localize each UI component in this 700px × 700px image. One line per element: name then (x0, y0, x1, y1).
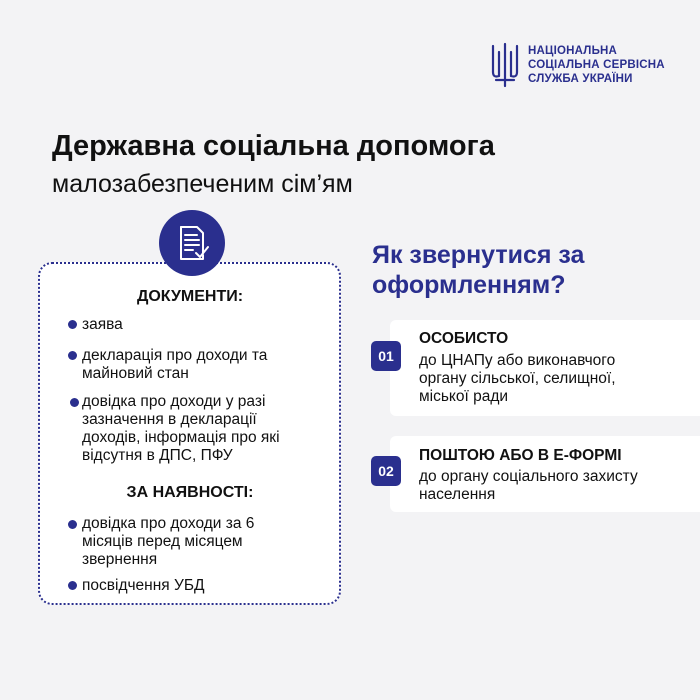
step-description-line: міської ради (419, 388, 509, 405)
trident-emblem-icon (490, 42, 520, 88)
document-item (82, 316, 123, 334)
step-number: 01 (371, 341, 401, 371)
page-subtitle: малозабезпеченим сім’ям (52, 170, 353, 198)
bullet-icon (68, 581, 77, 590)
howto-title-line: оформленням? (372, 271, 566, 299)
optional-documents-heading: ЗА НАЯВНОСТІ: (126, 484, 254, 501)
document-item (82, 347, 267, 383)
page-title: Державна соціальна допомога (52, 130, 495, 162)
document-item-line: заява (82, 316, 123, 333)
howto-title-line: Як звернутися за (372, 241, 585, 269)
step-description-line: до ЦНАПу або виконавчого (419, 352, 616, 369)
step-description-line: до органу соціального захисту (419, 468, 638, 485)
nssu-logo (490, 42, 665, 88)
org-name (528, 44, 665, 86)
document-item-line: декларація про доходи та (82, 347, 268, 364)
document-item-line: доходів, інформація про які (82, 429, 280, 446)
step-title: ОСОБИСТО (419, 330, 509, 347)
org-name-line: СЛУЖБА УКРАЇНИ (528, 73, 633, 85)
document-item-line: зазначення в декларації (82, 411, 257, 428)
optional-document-item (82, 577, 205, 595)
step-description (419, 468, 638, 504)
document-item-line: посвідчення УБД (82, 577, 205, 594)
document-check-icon (172, 223, 212, 263)
document-item-line: відсутня в ДПС, ПФУ (82, 447, 233, 464)
bullet-icon (68, 520, 77, 529)
step-number: 02 (371, 456, 401, 486)
document-item (82, 393, 280, 465)
step-description-line: населення (419, 486, 496, 503)
org-name-line: СОЦІАЛЬНА СЕРВІСНА (528, 59, 665, 71)
step-title: ПОШТОЮ АБО В Е-ФОРМІ (419, 447, 622, 464)
org-name-line: НАЦІОНАЛЬНА (528, 45, 618, 57)
optional-document-item (82, 515, 254, 569)
step-description-line: органу сільської, селищної, (419, 370, 616, 387)
documents-heading: ДОКУМЕНТИ: (136, 288, 244, 305)
document-item-line: звернення (82, 551, 158, 568)
howto-title (372, 240, 584, 300)
document-item-line: майновий стан (82, 365, 189, 382)
bullet-icon (68, 320, 77, 329)
bullet-icon (70, 398, 79, 407)
bullet-icon (68, 351, 77, 360)
documents-icon-badge (159, 210, 225, 276)
step-description (419, 352, 616, 406)
document-item-line: довідка про доходи у разі (82, 393, 266, 410)
document-item-line: довідка про доходи за 6 (82, 515, 255, 532)
document-item-line: місяців перед місяцем (82, 533, 243, 550)
